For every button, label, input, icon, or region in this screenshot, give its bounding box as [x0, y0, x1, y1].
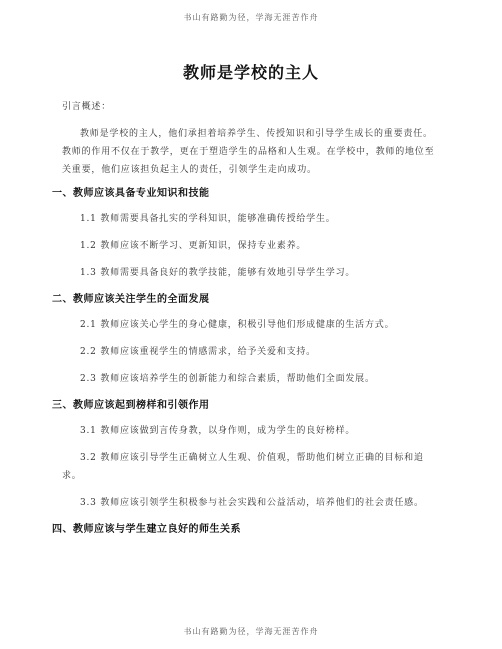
document-title: 教师是学校的主人 — [182, 63, 319, 82]
section-2-item-2: 2.2 教师应该重视学生的情感需求，给予关爱和支持。 — [80, 347, 316, 357]
section-2-item-3: 2.3 教师应该培养学生的创新能力和综合素质，帮助他们全面发展。 — [80, 374, 375, 384]
page-header: 书山有路勤为径，学海无涯苦作舟 — [183, 13, 319, 22]
section-1-item-2: 1.2 教师应该不断学习、更新知识，保持专业素养。 — [80, 241, 307, 251]
section-3-item-2: 3.2 教师应该引导学生正确树立人生观、价值观，帮助他们树立正确的目标和追求。 — [62, 453, 424, 481]
section-4-heading: 四、教师应该与学生建立良好的师生关系 — [52, 524, 241, 535]
section-1-heading: 一、教师应该具备专业知识和技能 — [52, 188, 210, 199]
intro-paragraph: 教师是学校的主人，他们承担着培养学生、传授知识和引导学生成长的重要责任。教师的作用不仅在于教学，更在于塑造学生的品格和人生观。在学校中，教师的地位至关重要，他们应该担负起主人的责任，引领学生走向成功。 — [62, 129, 435, 175]
section-3-item-3: 3.3 教师应该引领学生积极参与社会实践和公益活动，培养他们的社会责任感。 — [80, 498, 424, 508]
document-body — [52, 98, 442, 546]
section-1-item-3: 1.3 教师需要具备良好的教学技能，能够有效地引导学生学习。 — [80, 268, 356, 278]
section-2-item-1: 2.1 教师应该关心学生的身心健康，积极引导他们形成健康的生活方式。 — [80, 320, 395, 330]
page-footer: 书山有路勤为径，学海无涯苦作舟 — [183, 627, 319, 636]
section-3-item-1: 3.1 教师应该做到言传身教，以身作则，成为学生的良好榜样。 — [80, 426, 356, 436]
intro-label: 引言概述： — [62, 102, 112, 112]
section-1-item-1: 1.1 教师需要具备扎实的学科知识，能够准确传授给学生。 — [80, 214, 336, 224]
section-3-heading: 三、教师应该起到榜样和引领作用 — [52, 400, 210, 411]
section-2-heading: 二、教师应该关注学生的全面发展 — [52, 294, 210, 305]
